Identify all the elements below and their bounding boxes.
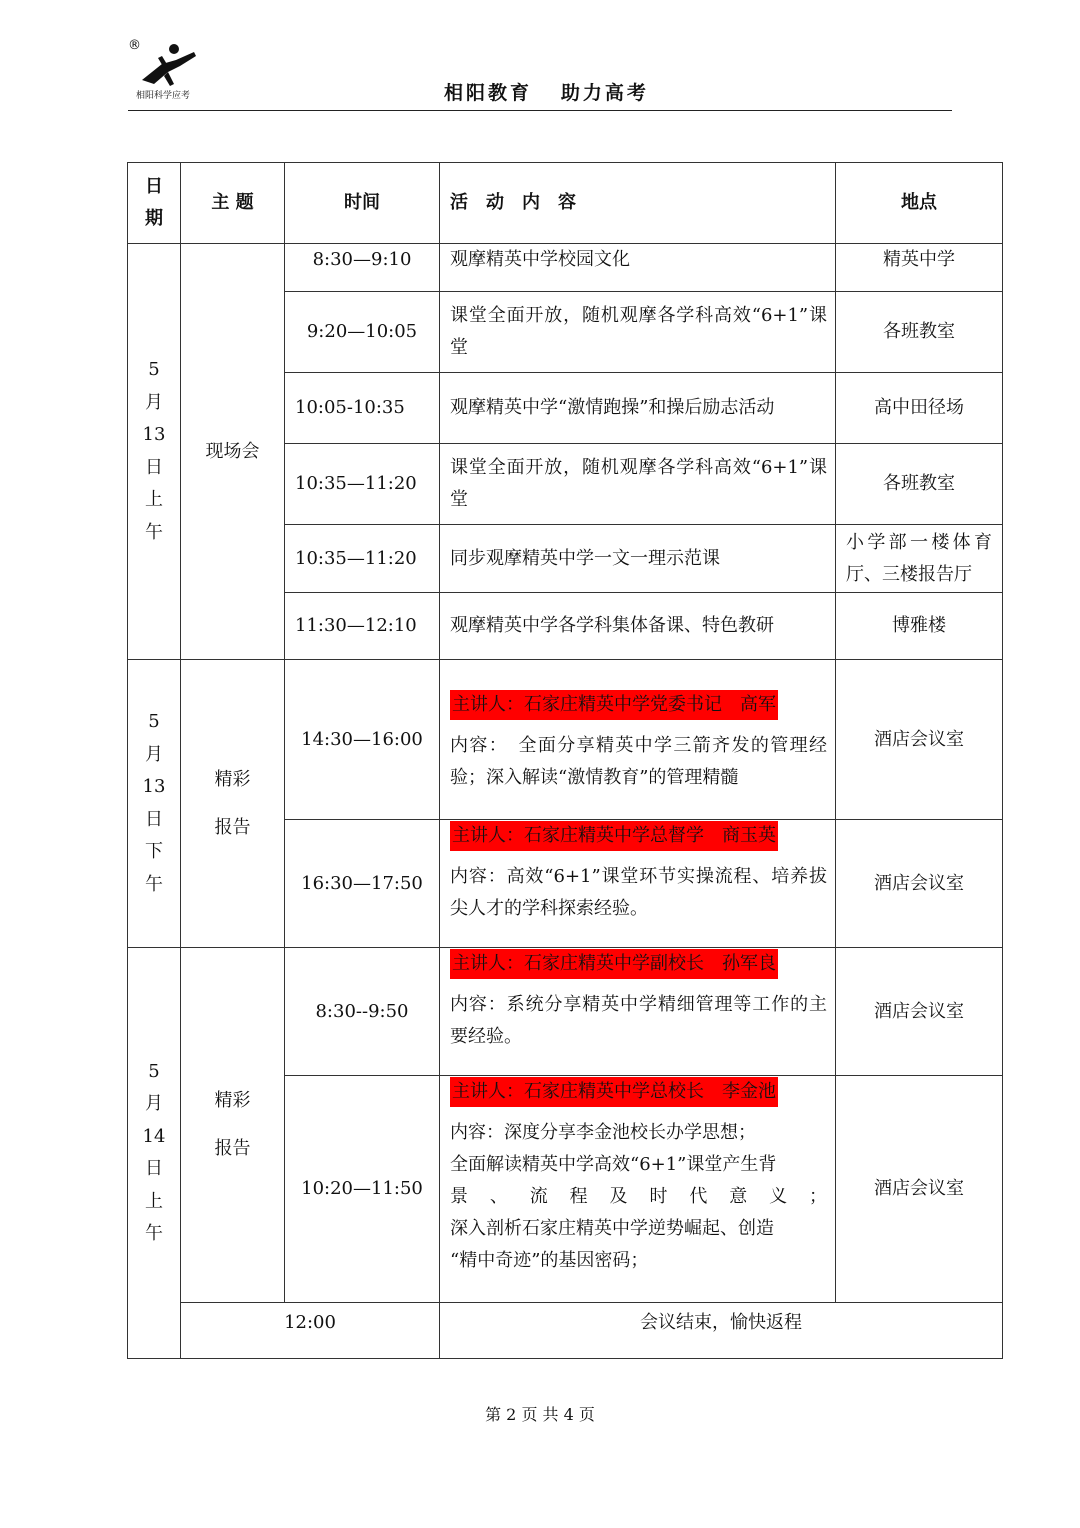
content-cell bbox=[440, 820, 836, 948]
content-cell: 同步观摩精英中学一文一理示范课 bbox=[440, 525, 836, 593]
time-cell: 8:30--9:50 bbox=[285, 948, 440, 1076]
date-char: 日 bbox=[145, 1158, 163, 1179]
table-row bbox=[128, 660, 1003, 820]
content-text: 内容：系统分享精英中学精细管理等工作的主要经验。 bbox=[450, 994, 827, 1047]
date-char: 5 bbox=[148, 1060, 160, 1082]
content-text: 内容：高效“6+1”课堂环节实操流程、培养拔尖人才的学科探索经验。 bbox=[450, 866, 827, 919]
speaker-highlight: 主讲人：石家庄精英中学总校长 李金池 bbox=[450, 1077, 778, 1107]
date-char: 13 bbox=[142, 776, 166, 797]
header-place: 地点 bbox=[836, 163, 1003, 244]
place-cell: 博雅楼 bbox=[836, 593, 1003, 660]
header-row bbox=[128, 163, 1003, 244]
content-cell bbox=[440, 1076, 836, 1303]
time-cell: 10:35—11:20 bbox=[285, 525, 440, 593]
content-cell: 课堂全面开放，随机观摩各学科高效“6+1”课堂 bbox=[440, 292, 836, 373]
header-time: 时间 bbox=[285, 163, 440, 244]
speaker-highlight: 主讲人：石家庄精英中学总督学 商玉英 bbox=[450, 821, 778, 851]
date-cell bbox=[128, 244, 181, 660]
time-cell: 10:20—11:50 bbox=[285, 1076, 440, 1303]
date-char: 13 bbox=[142, 424, 166, 445]
place-cell: 小学部一楼体育厅、三楼报告厅 bbox=[836, 525, 1003, 593]
topic-cell: 现场会 bbox=[181, 244, 285, 660]
date-cell bbox=[128, 660, 181, 948]
date-char: 日 bbox=[145, 808, 163, 830]
runner-logo-icon bbox=[128, 38, 208, 90]
date-cell bbox=[128, 948, 181, 1359]
content-cell bbox=[440, 948, 836, 1076]
header-date-char: 期 bbox=[145, 208, 163, 229]
topic-line: 精彩 bbox=[214, 768, 251, 790]
table-row bbox=[128, 244, 1003, 292]
date-char: 上 bbox=[145, 489, 163, 510]
place-cell: 酒店会议室 bbox=[836, 1076, 1003, 1303]
header-date bbox=[128, 163, 181, 244]
table-row bbox=[128, 948, 1003, 1076]
topic-cell bbox=[181, 948, 285, 1303]
header-divider bbox=[128, 110, 952, 111]
content-cell: 观摩精英中学“激情跑操”和操后励志活动 bbox=[440, 373, 836, 444]
time-cell: 11:30—12:10 bbox=[285, 593, 440, 660]
date-char: 下 bbox=[145, 841, 163, 862]
header-topic: 主 题 bbox=[181, 163, 285, 244]
content-line: 全面解读精英中学高效“6+1”课堂产生背 bbox=[450, 1154, 777, 1175]
place-cell: 精英中学 bbox=[836, 244, 1003, 292]
content-cell: 课堂全面开放，随机观摩各学科高效“6+1”课堂 bbox=[440, 444, 836, 525]
content-line: 深入剖析石家庄精英中学逆势崛起、创造 bbox=[450, 1218, 774, 1239]
place-cell: 酒店会议室 bbox=[836, 820, 1003, 948]
content-cell bbox=[440, 660, 836, 820]
place-cell: 高中田径场 bbox=[836, 373, 1003, 444]
topic-line: 精彩 bbox=[214, 1090, 251, 1111]
date-char: 午 bbox=[145, 521, 163, 543]
place-cell: 各班教室 bbox=[836, 292, 1003, 373]
logo-caption: 相阳科学应考 bbox=[136, 91, 191, 101]
date-char: 上 bbox=[145, 1190, 163, 1212]
time-cell: 10:35—11:20 bbox=[285, 444, 440, 525]
content-line: “精中奇迹”的基因密码； bbox=[450, 1250, 649, 1271]
header-content: 活 动 内 容 bbox=[440, 163, 836, 244]
schedule-table bbox=[127, 162, 1003, 1359]
date-char: 月 bbox=[145, 391, 163, 413]
content-cell: 观摩精英中学校园文化 bbox=[440, 244, 836, 292]
content-cell: 观摩精英中学各学科集体备课、特色教研 bbox=[440, 593, 836, 660]
topic-cell bbox=[181, 660, 285, 948]
registered-mark: ® bbox=[128, 38, 141, 53]
time-cell: 14:30—16:00 bbox=[285, 660, 440, 820]
header-date-char: 日 bbox=[145, 175, 163, 197]
time-cell: 9:20—10:05 bbox=[285, 292, 440, 373]
closing-row bbox=[128, 1303, 1003, 1359]
date-char: 月 bbox=[145, 743, 163, 765]
place-cell: 酒店会议室 bbox=[836, 948, 1003, 1076]
time-cell: 16:30—17:50 bbox=[285, 820, 440, 948]
date-char: 5 bbox=[148, 359, 160, 380]
brand-logo bbox=[128, 38, 208, 104]
header-slogan: 相阳教育 助力高考 bbox=[444, 82, 649, 104]
content-line: 景、流程及时代意义； bbox=[450, 1186, 827, 1207]
place-cell: 酒店会议室 bbox=[836, 660, 1003, 820]
page-number: 第 2 页 共 4 页 bbox=[485, 1405, 595, 1424]
date-char: 午 bbox=[145, 873, 163, 895]
topic-line: 报告 bbox=[214, 1138, 251, 1159]
date-char: 14 bbox=[142, 1125, 166, 1147]
time-cell: 10:05-10:35 bbox=[285, 373, 440, 444]
speaker-highlight: 主讲人：石家庄精英中学党委书记 高军 bbox=[450, 690, 778, 720]
content-text: 内容： 全面分享精英中学三箭齐发的管理经验；深入解读“激情教育”的管理精髓 bbox=[450, 734, 827, 788]
speaker-highlight: 主讲人：石家庄精英中学副校长 孙军良 bbox=[450, 949, 778, 979]
date-char: 日 bbox=[145, 456, 163, 478]
date-char: 月 bbox=[145, 1093, 163, 1114]
closing-time: 12:00 bbox=[181, 1303, 440, 1359]
topic-line: 报告 bbox=[214, 816, 251, 838]
date-char: 午 bbox=[145, 1223, 163, 1244]
closing-text: 会议结束，愉快返程 bbox=[440, 1303, 1003, 1359]
time-cell: 8:30—9:10 bbox=[285, 244, 440, 292]
content-line: 内容：深度分享李金池校长办学思想； bbox=[450, 1122, 756, 1143]
date-char: 5 bbox=[148, 711, 160, 732]
page-header bbox=[128, 38, 952, 112]
place-cell: 各班教室 bbox=[836, 444, 1003, 525]
